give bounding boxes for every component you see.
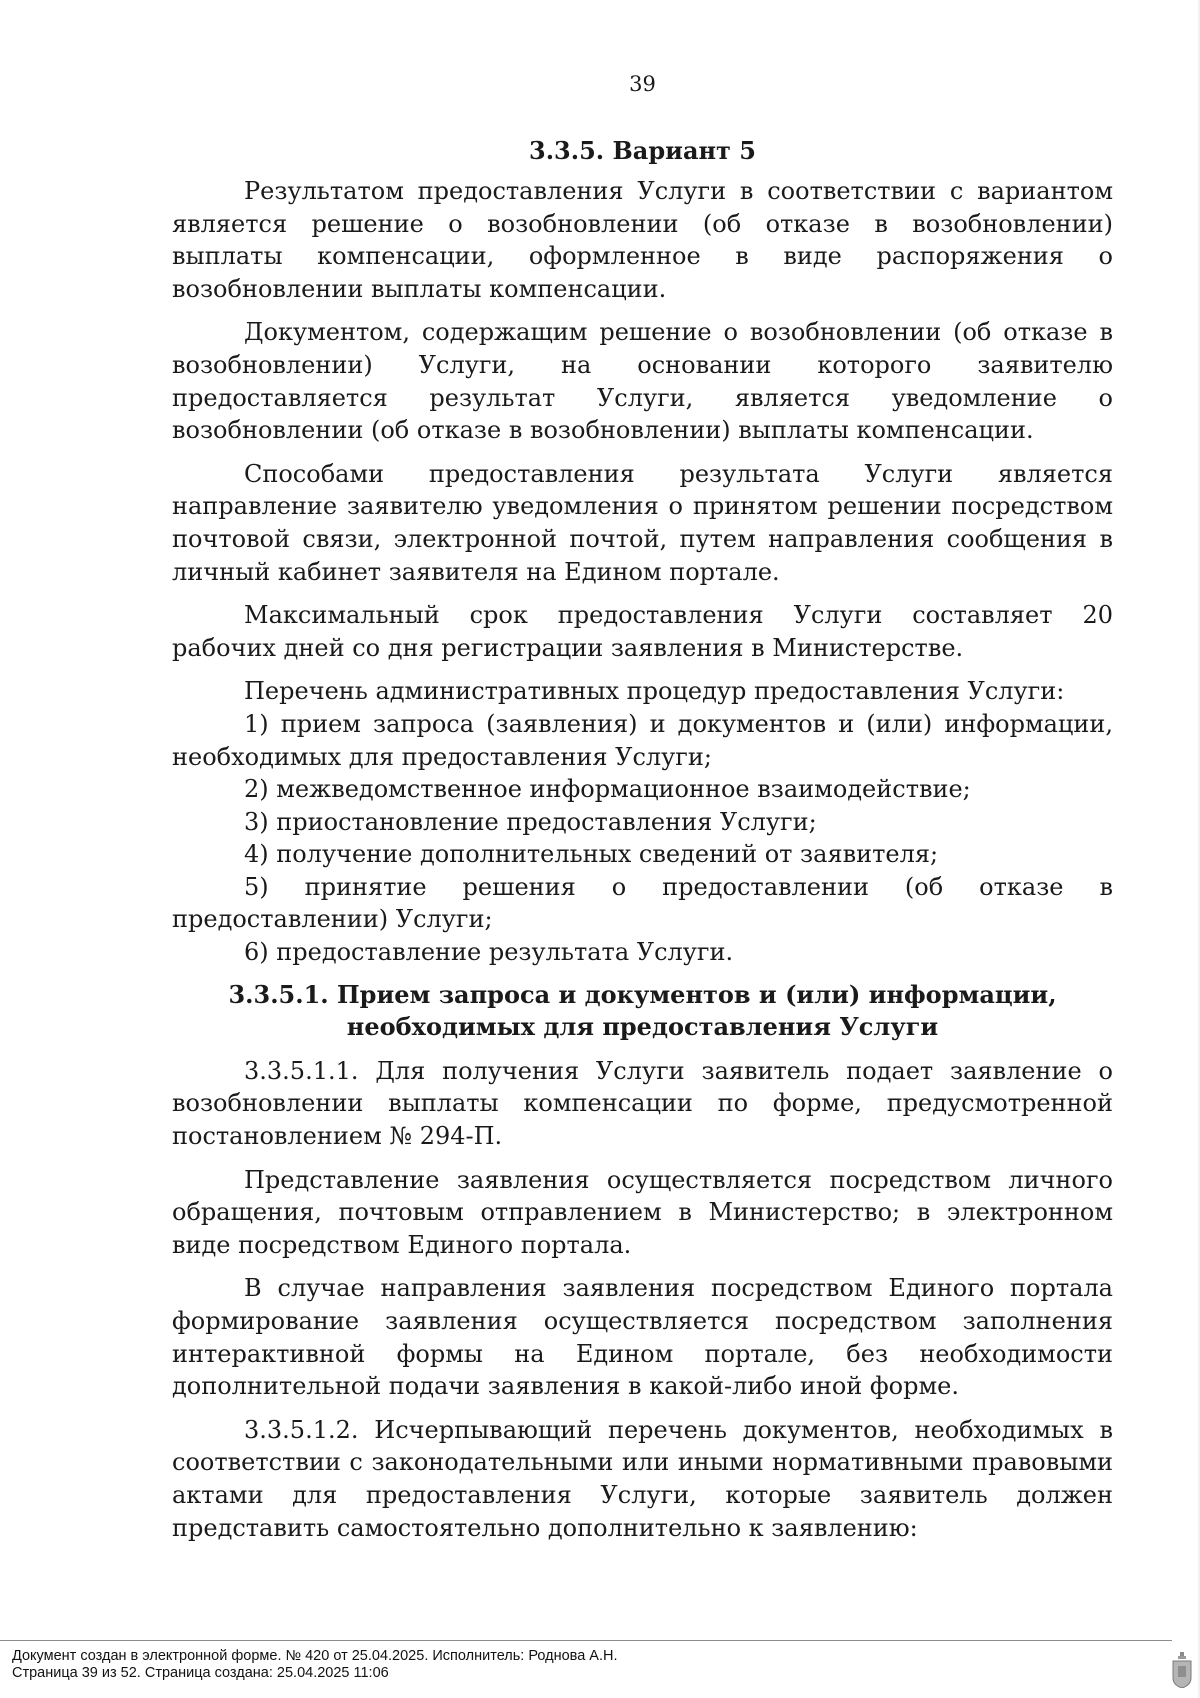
page-number: 39 [629,72,656,96]
section-heading: 3.3.5. Вариант 5 [529,136,756,165]
footer-line-document: Документ создан в электронной форме. № 420 от 25.04.2025. Исполнитель: Роднова А.Н. [12,1648,618,1664]
footer-line-page: Страница 39 из 52. Страница создана: 25.04.2025 11:06 [12,1665,389,1681]
procedures-intro: Перечень административных процедур предоставления Услуги: [244,677,1065,706]
list-item: 4) получение дополнительных сведений от заявителя; [244,840,939,869]
paragraph: Документом, содержащим решение о возобновлении (об отказе в возобновлении) Услуги, на основании которого заявителю предоставляется результат Услуги, является уведомление о возобновлении (об отказе в возобновлении) выплаты компенсации. [172,318,1113,445]
paragraph: В случае направления заявления посредством Единого портала формирование заявления осуществляется посредством заполнения интерактивной формы на Едином портале, без необходимости дополнительной подачи заявления в какой-либо иной форме. [172,1274,1113,1401]
list-item: 6) предоставление результата Услуги. [244,938,734,967]
paragraph: Представление заявления осуществляется посредством личного обращения, почтовым отправлением в Министерство; в электронном виде посредством Единого портала. [172,1165,1113,1259]
paragraph: 3.3.5.1.1. Для получения Услуги заявитель подает заявление о возобновлении выплаты компенсации по форме, предусмотренной постановлением № 294-П. [172,1056,1113,1151]
footer-divider [0,1640,1172,1641]
paragraph: Способами предоставления результата Услуги является направление заявителю уведомления о принятом решении посредством почтовой связи, электронной почтой, путем направления сообщения в личный кабинет заявителя на Едином портале. [172,459,1113,586]
list-item: 5) принятие решения о предоставлении (об отказе в предоставлении) Услуги; [172,872,1113,934]
list-item: 3) приостановление предоставления Услуги; [244,807,817,836]
subsection-heading: 3.3.5.1. Прием запроса и документов и (или) информации, необходимых для предоставления Услуги [228,979,1057,1042]
coat-of-arms-icon [1172,1652,1192,1688]
document-body [172,134,1113,1555]
list-item: 1) прием запроса (заявления) и документов и (или) информации, необходимых для предоставления Услуги; [172,709,1113,771]
footer [12,1648,618,1682]
paragraph: Максимальный срок предоставления Услуги составляет 20 рабочих дней со дня регистрации заявления в Министерстве. [172,601,1113,662]
paragraph: 3.3.5.1.2. Исчерпывающий перечень документов, необходимых в соответствии с законодательными или иными нормативными правовыми актами для предоставления Услуги, которые заявитель должен представить самостоятельно дополнительно к заявлению: [172,1415,1113,1542]
paragraph: Результатом предоставления Услуги в соответствии с вариантом является решение о возобновлении (об отказе в возобновлении) выплаты компенсации, оформленное в виде распоряжения о возобновлении выплаты компенсации. [172,177,1113,303]
procedures-list [172,675,1113,968]
list-item: 2) межведомственное информационное взаимодействие; [244,775,971,804]
